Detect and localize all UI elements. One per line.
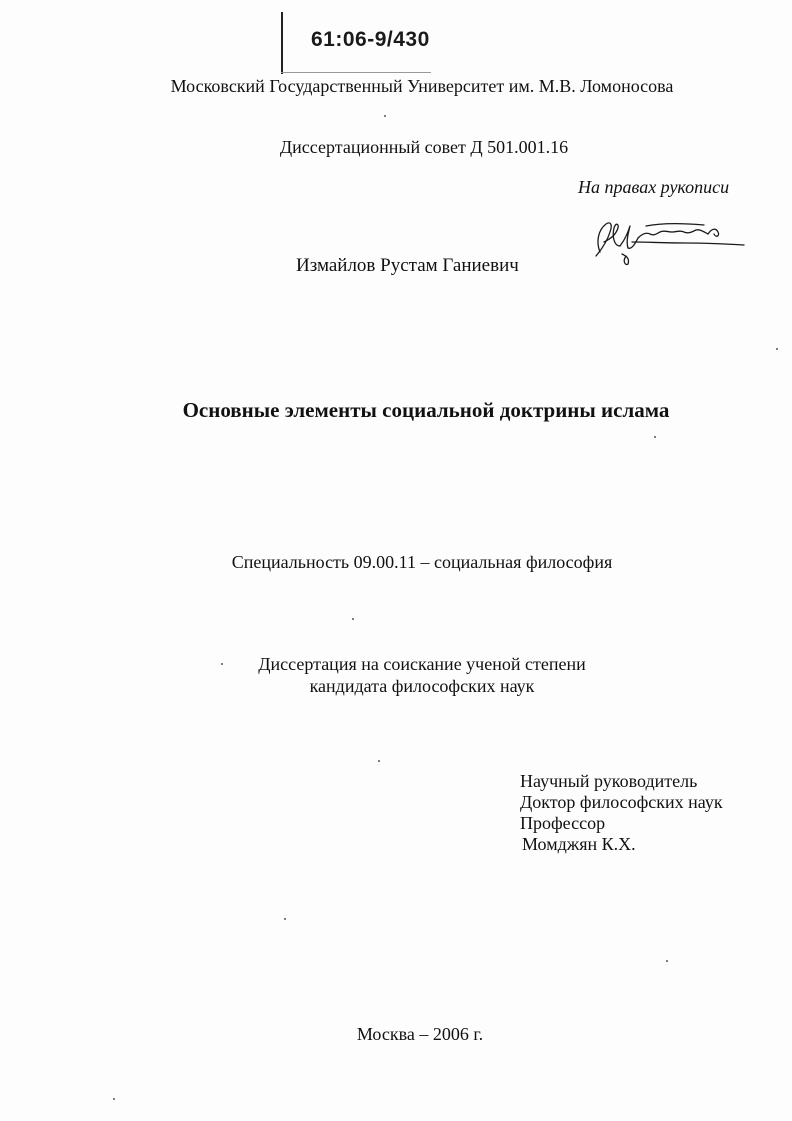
- supervisor-block: [520, 771, 723, 855]
- scan-speck: [378, 760, 380, 762]
- scan-speck: [654, 436, 656, 438]
- specialty-line: Специальность 09.00.11 – социальная философия: [231, 552, 613, 572]
- author-name: Измайлов Рустам Ганиевич: [296, 255, 519, 276]
- manuscript-note: На правах рукописи: [578, 177, 730, 197]
- dissertation-council: Диссертационный совет Д 501.001.16: [279, 137, 569, 157]
- supervisor-rank: Профессор: [520, 813, 606, 833]
- supervisor-name: Момджян К.Х.: [522, 834, 636, 854]
- scan-speck: [352, 618, 354, 620]
- supervisor-degree: Доктор философских наук: [520, 792, 723, 812]
- scan-speck: [776, 348, 778, 350]
- dissertation-purpose-line-1: Диссертация на соискание ученой степени: [258, 654, 586, 674]
- supervisor-role: Научный руководитель: [520, 771, 698, 791]
- dissertation-title: Основные элементы социальной доктрины ислама: [182, 398, 670, 422]
- scan-speck: [284, 918, 286, 920]
- stamp-horizontal-line: [281, 72, 431, 73]
- scan-speck: [384, 115, 386, 117]
- dissertation-purpose-line-2: кандидата философских наук: [309, 676, 535, 696]
- university-name: Московский Государственный Университет им. М.В. Ломоносова: [170, 76, 674, 96]
- stamp-vertical-line: [281, 12, 283, 74]
- stamp-code: 61:06-9/430: [311, 28, 430, 51]
- city-year: Москва – 2006 г.: [356, 1024, 484, 1044]
- scan-speck: [666, 960, 668, 962]
- author-signature-image: [586, 212, 748, 268]
- scan-speck: [113, 1098, 115, 1100]
- library-stamp: [281, 12, 431, 74]
- scan-speck: [221, 663, 223, 665]
